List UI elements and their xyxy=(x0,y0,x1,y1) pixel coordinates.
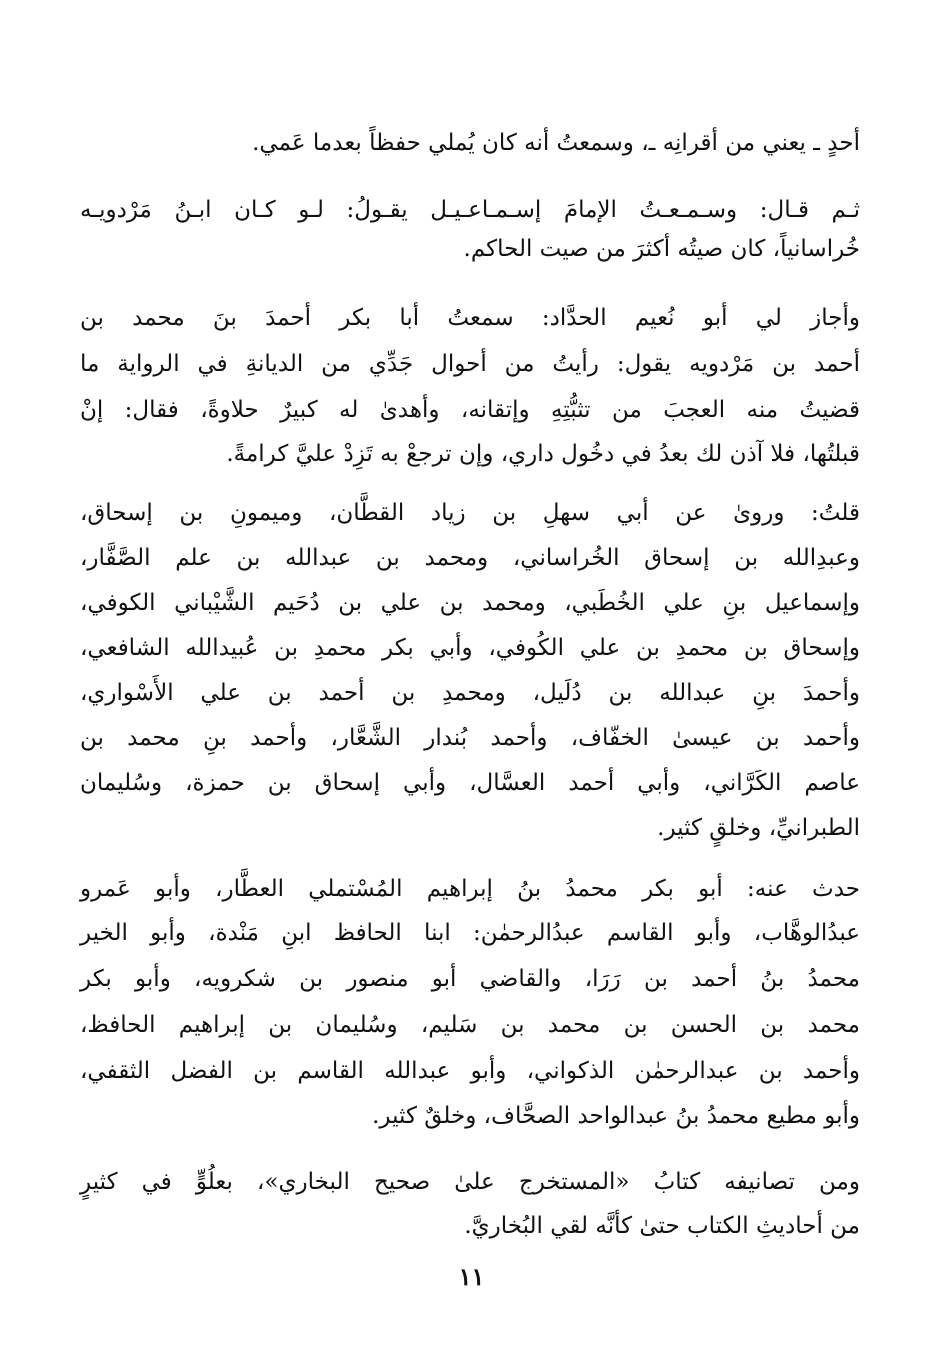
text-line: وعبدِالله بن إسحاق الخُراساني، ومحمد بن عبدالله بن علم الصَّفَّار، xyxy=(80,545,860,571)
text-line: الطبرانيِّ، وخلقٍ كثير. xyxy=(657,815,860,841)
text-line: ثـم قـال: وسـمـعـتُ الإمامَ إسـمـاعـيـل يقـولُ: لـو كـان ابـنُ مَرْدويـه xyxy=(80,197,860,223)
text-line: قلتُ: وروىٰ عن أبي سهلِ بن زياد القطَّان، وميمونِ بن إسحاق، xyxy=(80,500,860,526)
text-line: عبدُالوهَّاب، وأبو القاسم عبدُالرحمٰن: ابنا الحافظ ابنِ مَنْدة، وأبو الخير xyxy=(80,920,860,946)
text-line: خُراسانياً، كان صيتُه أكثرَ من صيت الحاكم. xyxy=(463,236,860,262)
page-number: ١١ xyxy=(458,1262,485,1291)
text-line: قضيتُ منه العجبَ من تثبُّتِهِ وإتقانه، وأهدىٰ له كبيرٌ حلاوةً، فقال: إنْ xyxy=(80,397,860,423)
text-line: وإسماعيل بنِ علي الخُطَبي، ومحمد بن علي بن دُحَيم الشَّيْباني الكوفي، xyxy=(80,590,860,616)
text-line: قبلتُها، فلا آذن لك بعدُ في دخُول داري، وإن ترجعْ به تَزِدْ عليَّ كرامةً. xyxy=(226,441,860,467)
text-line: محمدُ بنُ أحمد بن رَرَا، والقاضي أبو منصور بن شكرويه، وأبو بكر xyxy=(80,966,860,992)
text-line: من أحاديثِ الكتاب حتىٰ كأنَّه لقي البُخاريَّ. xyxy=(464,1213,860,1239)
text-line: ومن تصانيفه كتابُ «المستخرج علىٰ صحيح البخاري»، بعلُوٍّ في كثيرٍ xyxy=(80,1169,860,1195)
text-line: وأبو مطيع محمدُ بنُ عبدالواحد الصحَّاف، وخلقٌ كثير. xyxy=(372,1103,860,1129)
text-line: وأجاز لي أبو نُعيم الحدَّاد: سمعتُ أبا بكر أحمدَ بنَ محمد بن xyxy=(80,305,860,331)
text-line: حدث عنه: أبو بكر محمدُ بنُ إبراهيم المُسْتملي العطَّار، وأبو عَمرو xyxy=(80,876,860,902)
text-line: وأحمد بن عيسىٰ الخفّاف، وأحمد بُندار الشَّعَّار، وأحمد بنِ محمد بن xyxy=(80,725,860,751)
text-line: أحمد بن مَرْدويه يقول: رأيتُ من أحوال جَدِّي من الديانةِ في الرواية ما xyxy=(80,351,860,377)
text-line: وأحمد بن عبدالرحمٰن الذكواني، وأبو عبدالله القاسم بن الفضل الثقفي، xyxy=(80,1058,860,1084)
text-line: وأحمدَ بنِ عبدالله بن دُلَيل، ومحمدِ بن أحمد بن علي الأَسْواري، xyxy=(80,680,860,706)
text-line: عاصم الكَرَّاني، وأبي أحمد العسَّال، وأبي إسحاق بن حمزة، وسُليمان xyxy=(80,770,860,796)
text-line: محمد بن الحسن بن محمد بن سَليم، وسُليمان بن إبراهيم الحافظ، xyxy=(80,1012,860,1038)
text-line: وإسحاق بن محمدِ بن علي الكُوفي، وأبي بكر محمدِ بن عُبيدالله الشافعي، xyxy=(80,635,860,661)
text-line: أحدٍ ـ يعني من أقرانِه ـ، وسمعتُ أنه كان يُملي حفظاً بعدما عَمي. xyxy=(252,130,860,156)
